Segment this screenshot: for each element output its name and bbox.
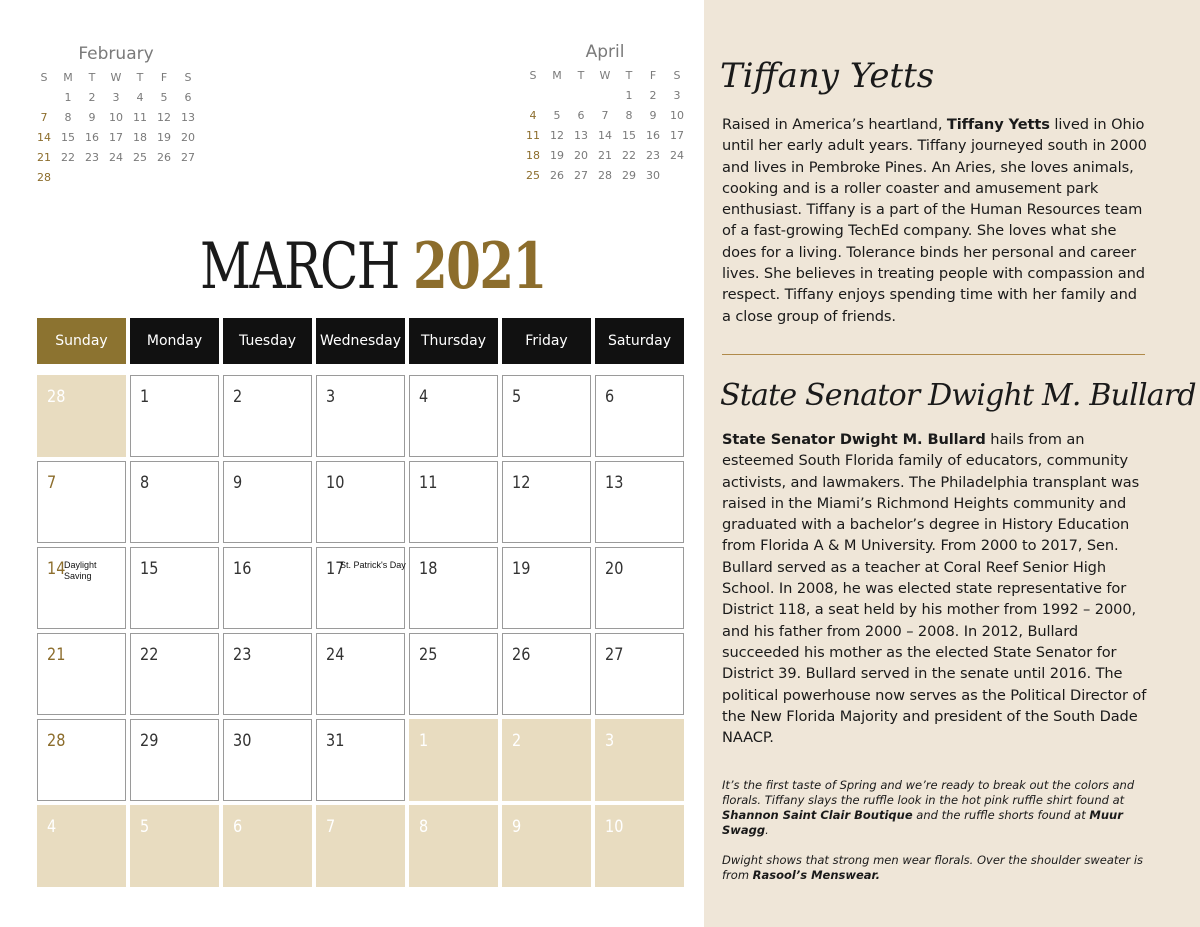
day-number: 3: [326, 387, 336, 407]
mini-day: 12: [157, 111, 171, 124]
day-number: 24: [326, 645, 345, 665]
store-name: Rasool’s Menswear.: [752, 868, 880, 882]
weekday-header: S: [673, 69, 681, 82]
mini-calendar-february: [32, 44, 200, 186]
day-event: St. Patrick's Day: [340, 560, 406, 570]
day-cell[interactable]: [502, 805, 591, 887]
day-number: 13: [605, 473, 624, 493]
mini-day: 2: [649, 89, 657, 102]
calendar-grid: [37, 375, 682, 887]
profile1-bio-rest: lived in Ohio until her early adult years. Tiffany journeyed south in 2000 and lives in Pembroke Pines. An Aries, she loves animals, cooking and is a roller coaster and amusement park enthusiast. Tiffany is a part of the Human Resources team of a fast-growing TechEd company. She loves what she does for a living. Tolerance binds her personal and career lives. She believes in treating people with compassion and respect. Tiffany enjoys spending time with her family and a close group of friends.: [722, 116, 1147, 325]
day-number: 7: [326, 817, 336, 837]
day-cell[interactable]: [595, 375, 684, 457]
mini-day: 17: [670, 129, 684, 142]
mini-day: [593, 88, 617, 104]
mini-day: 14: [37, 131, 51, 144]
day-cell[interactable]: [223, 461, 312, 543]
day-number: 15: [140, 559, 159, 579]
mini-day: 7: [40, 111, 48, 124]
mini-day: [104, 170, 128, 186]
mini-day: 25: [526, 169, 540, 182]
mini-day: 4: [136, 91, 144, 104]
day-cell[interactable]: [409, 633, 498, 715]
profile2-bio-bold: State Senator Dwight M. Bullard: [722, 431, 986, 448]
mini-day: 21: [598, 149, 612, 162]
mini-day: 27: [574, 169, 588, 182]
profile1-bio-bold: Tiffany Yetts: [946, 116, 1050, 133]
day-number: 5: [140, 817, 150, 837]
mini-day: [569, 88, 593, 104]
day-cell[interactable]: [316, 805, 405, 887]
mini-day: 25: [133, 151, 147, 164]
store-name: Muur Swagg: [722, 808, 1123, 837]
note-text: Dwight shows that strong men wear florals. Over the shoulder sweater is from: [722, 853, 1144, 882]
day-number: 31: [326, 731, 345, 751]
day-number: 1: [419, 731, 429, 751]
day-cell[interactable]: [316, 547, 405, 629]
day-number: 18: [419, 559, 438, 579]
mini-day: 14: [598, 129, 612, 142]
mini-day: 9: [88, 111, 96, 124]
weekday-header: F: [160, 71, 168, 84]
day-number: 6: [233, 817, 243, 837]
day-cell[interactable]: [37, 461, 126, 543]
day-cell[interactable]: [595, 719, 684, 801]
day-cell[interactable]: [502, 719, 591, 801]
day-number: 21: [47, 645, 66, 665]
note-text: .: [765, 823, 769, 837]
mini-day: 15: [622, 129, 636, 142]
mini-day: [56, 170, 80, 186]
day-cell[interactable]: [409, 547, 498, 629]
profile2-bio: [722, 429, 1147, 748]
mini-day: 30: [646, 169, 660, 182]
weekday-header: T: [88, 71, 96, 84]
day-number: 20: [605, 559, 624, 579]
day-cell[interactable]: [502, 547, 591, 629]
day-cell[interactable]: [502, 633, 591, 715]
day-number: 6: [605, 387, 615, 407]
mini-day: 21: [37, 151, 51, 164]
mini-day: [32, 90, 56, 106]
day-number: 30: [233, 731, 252, 751]
mini-calendar-grid: [521, 68, 689, 184]
mini-day: 3: [112, 91, 120, 104]
day-cell[interactable]: [37, 805, 126, 887]
day-number: 14: [47, 559, 66, 579]
mini-day: 1: [625, 89, 633, 102]
mini-calendar-grid: [32, 70, 200, 186]
day-number: 28: [47, 387, 66, 407]
mini-day: 8: [625, 109, 633, 122]
mini-day: 13: [181, 111, 195, 124]
mini-day: 22: [61, 151, 75, 164]
day-number: 23: [233, 645, 252, 665]
day-cell[interactable]: [409, 805, 498, 887]
day-header-row: [37, 318, 682, 364]
mini-calendar-april: [521, 42, 689, 184]
day-cell[interactable]: [37, 547, 126, 629]
mini-day: [176, 170, 200, 186]
day-cell[interactable]: [595, 633, 684, 715]
day-number: 25: [419, 645, 438, 665]
mini-day: [521, 88, 545, 104]
mini-day: 13: [574, 129, 588, 142]
mini-day: 16: [85, 131, 99, 144]
day-number: 1: [140, 387, 150, 407]
day-number: 22: [140, 645, 159, 665]
month-name: MARCH: [200, 230, 399, 304]
weekday-header: M: [63, 71, 73, 84]
day-number: 11: [419, 473, 438, 493]
day-cell[interactable]: [409, 719, 498, 801]
day-number: 2: [512, 731, 522, 751]
month-calendar: [37, 318, 682, 887]
day-number: 17: [326, 559, 345, 579]
weekday-header: M: [552, 69, 562, 82]
mini-day: 23: [646, 149, 660, 162]
mini-day: 18: [133, 131, 147, 144]
day-event: Daylight Saving: [64, 560, 97, 581]
day-header-saturday: Saturday: [595, 318, 684, 364]
day-cell[interactable]: [130, 375, 219, 457]
mini-day: 5: [553, 109, 561, 122]
day-number: 27: [605, 645, 624, 665]
weekday-header: S: [40, 71, 48, 84]
weekday-header: S: [529, 69, 537, 82]
mini-day: 29: [622, 169, 636, 182]
note-text: It’s the first taste of Spring and we’re ready to break out the colors and florals. Tiffany slays the ruffle look in the hot pink ruffle shirt found at: [722, 778, 1135, 807]
mini-day: 20: [574, 149, 588, 162]
store-name: Shannon Saint Clair Boutique: [722, 808, 913, 822]
weekday-header: T: [577, 69, 585, 82]
mini-day: 24: [109, 151, 123, 164]
mini-calendar-title: February: [78, 44, 154, 64]
mini-day: 4: [529, 109, 537, 122]
day-number: 29: [140, 731, 159, 751]
day-number: 9: [512, 817, 522, 837]
mini-day: 5: [160, 91, 168, 104]
month-year: 2021: [412, 229, 546, 304]
day-number: 5: [512, 387, 522, 407]
mini-day: [152, 170, 176, 186]
note-text: and the ruffle shorts found at: [912, 808, 1090, 822]
profile1-bio-lead: Raised in America’s heartland,: [722, 116, 947, 133]
day-number: 7: [47, 473, 57, 493]
day-number: 10: [326, 473, 345, 493]
mini-day: 28: [37, 171, 51, 184]
mini-day: 3: [673, 89, 681, 102]
day-cell[interactable]: [37, 375, 126, 457]
day-header-monday: Monday: [130, 318, 219, 364]
day-cell[interactable]: [130, 547, 219, 629]
day-number: 16: [233, 559, 252, 579]
mini-day: 11: [526, 129, 540, 142]
day-header-wednesday: Wednesday: [316, 318, 405, 364]
styling-note-1: [722, 778, 1147, 838]
day-cell[interactable]: [130, 805, 219, 887]
mini-day: 10: [670, 109, 684, 122]
day-cell[interactable]: [316, 719, 405, 801]
day-cell[interactable]: [409, 375, 498, 457]
mini-day: 27: [181, 151, 195, 164]
day-number: 9: [233, 473, 243, 493]
weekday-header: T: [625, 69, 633, 82]
day-cell[interactable]: [37, 719, 126, 801]
weekday-header: T: [136, 71, 144, 84]
mini-day: [80, 170, 104, 186]
mini-day: [665, 168, 689, 184]
weekday-header: W: [599, 69, 611, 82]
month-title: [200, 222, 546, 312]
day-cell[interactable]: [37, 633, 126, 715]
mini-day: 1: [64, 91, 72, 104]
mini-day: 6: [577, 109, 585, 122]
mini-day: 28: [598, 169, 612, 182]
day-header-thursday: Thursday: [409, 318, 498, 364]
day-cell[interactable]: [223, 805, 312, 887]
day-cell[interactable]: [502, 461, 591, 543]
day-number: 19: [512, 559, 531, 579]
day-cell[interactable]: [316, 461, 405, 543]
day-number: 10: [605, 817, 624, 837]
mini-day: 20: [181, 131, 195, 144]
weekday-header: F: [649, 69, 657, 82]
mini-day: [128, 170, 152, 186]
mini-day: 2: [88, 91, 96, 104]
day-cell[interactable]: [223, 633, 312, 715]
day-cell[interactable]: [502, 375, 591, 457]
mini-day: 6: [184, 91, 192, 104]
day-number: 8: [140, 473, 150, 493]
day-cell[interactable]: [316, 375, 405, 457]
day-cell[interactable]: [223, 719, 312, 801]
day-cell[interactable]: [595, 805, 684, 887]
mini-day: 15: [61, 131, 75, 144]
day-number: 4: [47, 817, 57, 837]
day-number: 4: [419, 387, 429, 407]
day-header-friday: Friday: [502, 318, 591, 364]
mini-day: 24: [670, 149, 684, 162]
day-header-tuesday: Tuesday: [223, 318, 312, 364]
mini-day: 7: [601, 109, 609, 122]
mini-day: [545, 88, 569, 104]
weekday-header: W: [110, 71, 122, 84]
mini-day: 12: [550, 129, 564, 142]
profile2-bio-rest: hails from an esteemed South Florida family of educators, community activists, and lawmakers. The Philadelphia transplant was raised in the Miami’s Richmond Heights community and graduated with a bachelor’s degree in History Education from Florida A & M University. From 2000 to 2017, Sen. Bullard served as a teacher at Coral Reef Senior High School. In 2008, he was elected state representative for District 118, a seat held by his mother from 1992 – 2000, and his father from 2000 – 2008. In 2012, Bullard succeeded his mother as the elected State Senator for District 39. Bullard served in the senate until 2016. The political powerhouse now serves as the Political Director of the New Florida Majority and president of the South Dade NAACP.: [722, 431, 1147, 747]
mini-day: 8: [64, 111, 72, 124]
mini-day: 22: [622, 149, 636, 162]
day-cell[interactable]: [223, 547, 312, 629]
day-cell[interactable]: [316, 633, 405, 715]
profile2-name: State Senator Dwight M. Bullard: [720, 378, 1196, 413]
mini-day: 26: [550, 169, 564, 182]
day-cell[interactable]: [595, 461, 684, 543]
mini-day: 17: [109, 131, 123, 144]
day-cell[interactable]: [130, 633, 219, 715]
day-cell[interactable]: [130, 461, 219, 543]
mini-calendar-title: April: [585, 42, 625, 62]
mini-day: 23: [85, 151, 99, 164]
day-cell[interactable]: [409, 461, 498, 543]
mini-day: 11: [133, 111, 147, 124]
mini-day: 19: [157, 131, 171, 144]
day-number: 8: [419, 817, 429, 837]
mini-day: 10: [109, 111, 123, 124]
mini-day: 16: [646, 129, 660, 142]
day-cell[interactable]: [595, 547, 684, 629]
day-cell[interactable]: [130, 719, 219, 801]
day-header-sunday: Sunday: [37, 318, 126, 364]
day-number: 26: [512, 645, 531, 665]
section-divider: [722, 354, 1145, 355]
day-number: 12: [512, 473, 531, 493]
profile1-bio: [722, 114, 1147, 327]
weekday-header: S: [184, 71, 192, 84]
mini-day: 18: [526, 149, 540, 162]
profile1-name: Tiffany Yetts: [720, 56, 935, 96]
day-number: 28: [47, 731, 66, 751]
mini-day: 9: [649, 109, 657, 122]
day-number: 3: [605, 731, 615, 751]
mini-day: 19: [550, 149, 564, 162]
day-number: 2: [233, 387, 243, 407]
day-cell[interactable]: [223, 375, 312, 457]
styling-note-2: [722, 853, 1147, 883]
mini-day: 26: [157, 151, 171, 164]
